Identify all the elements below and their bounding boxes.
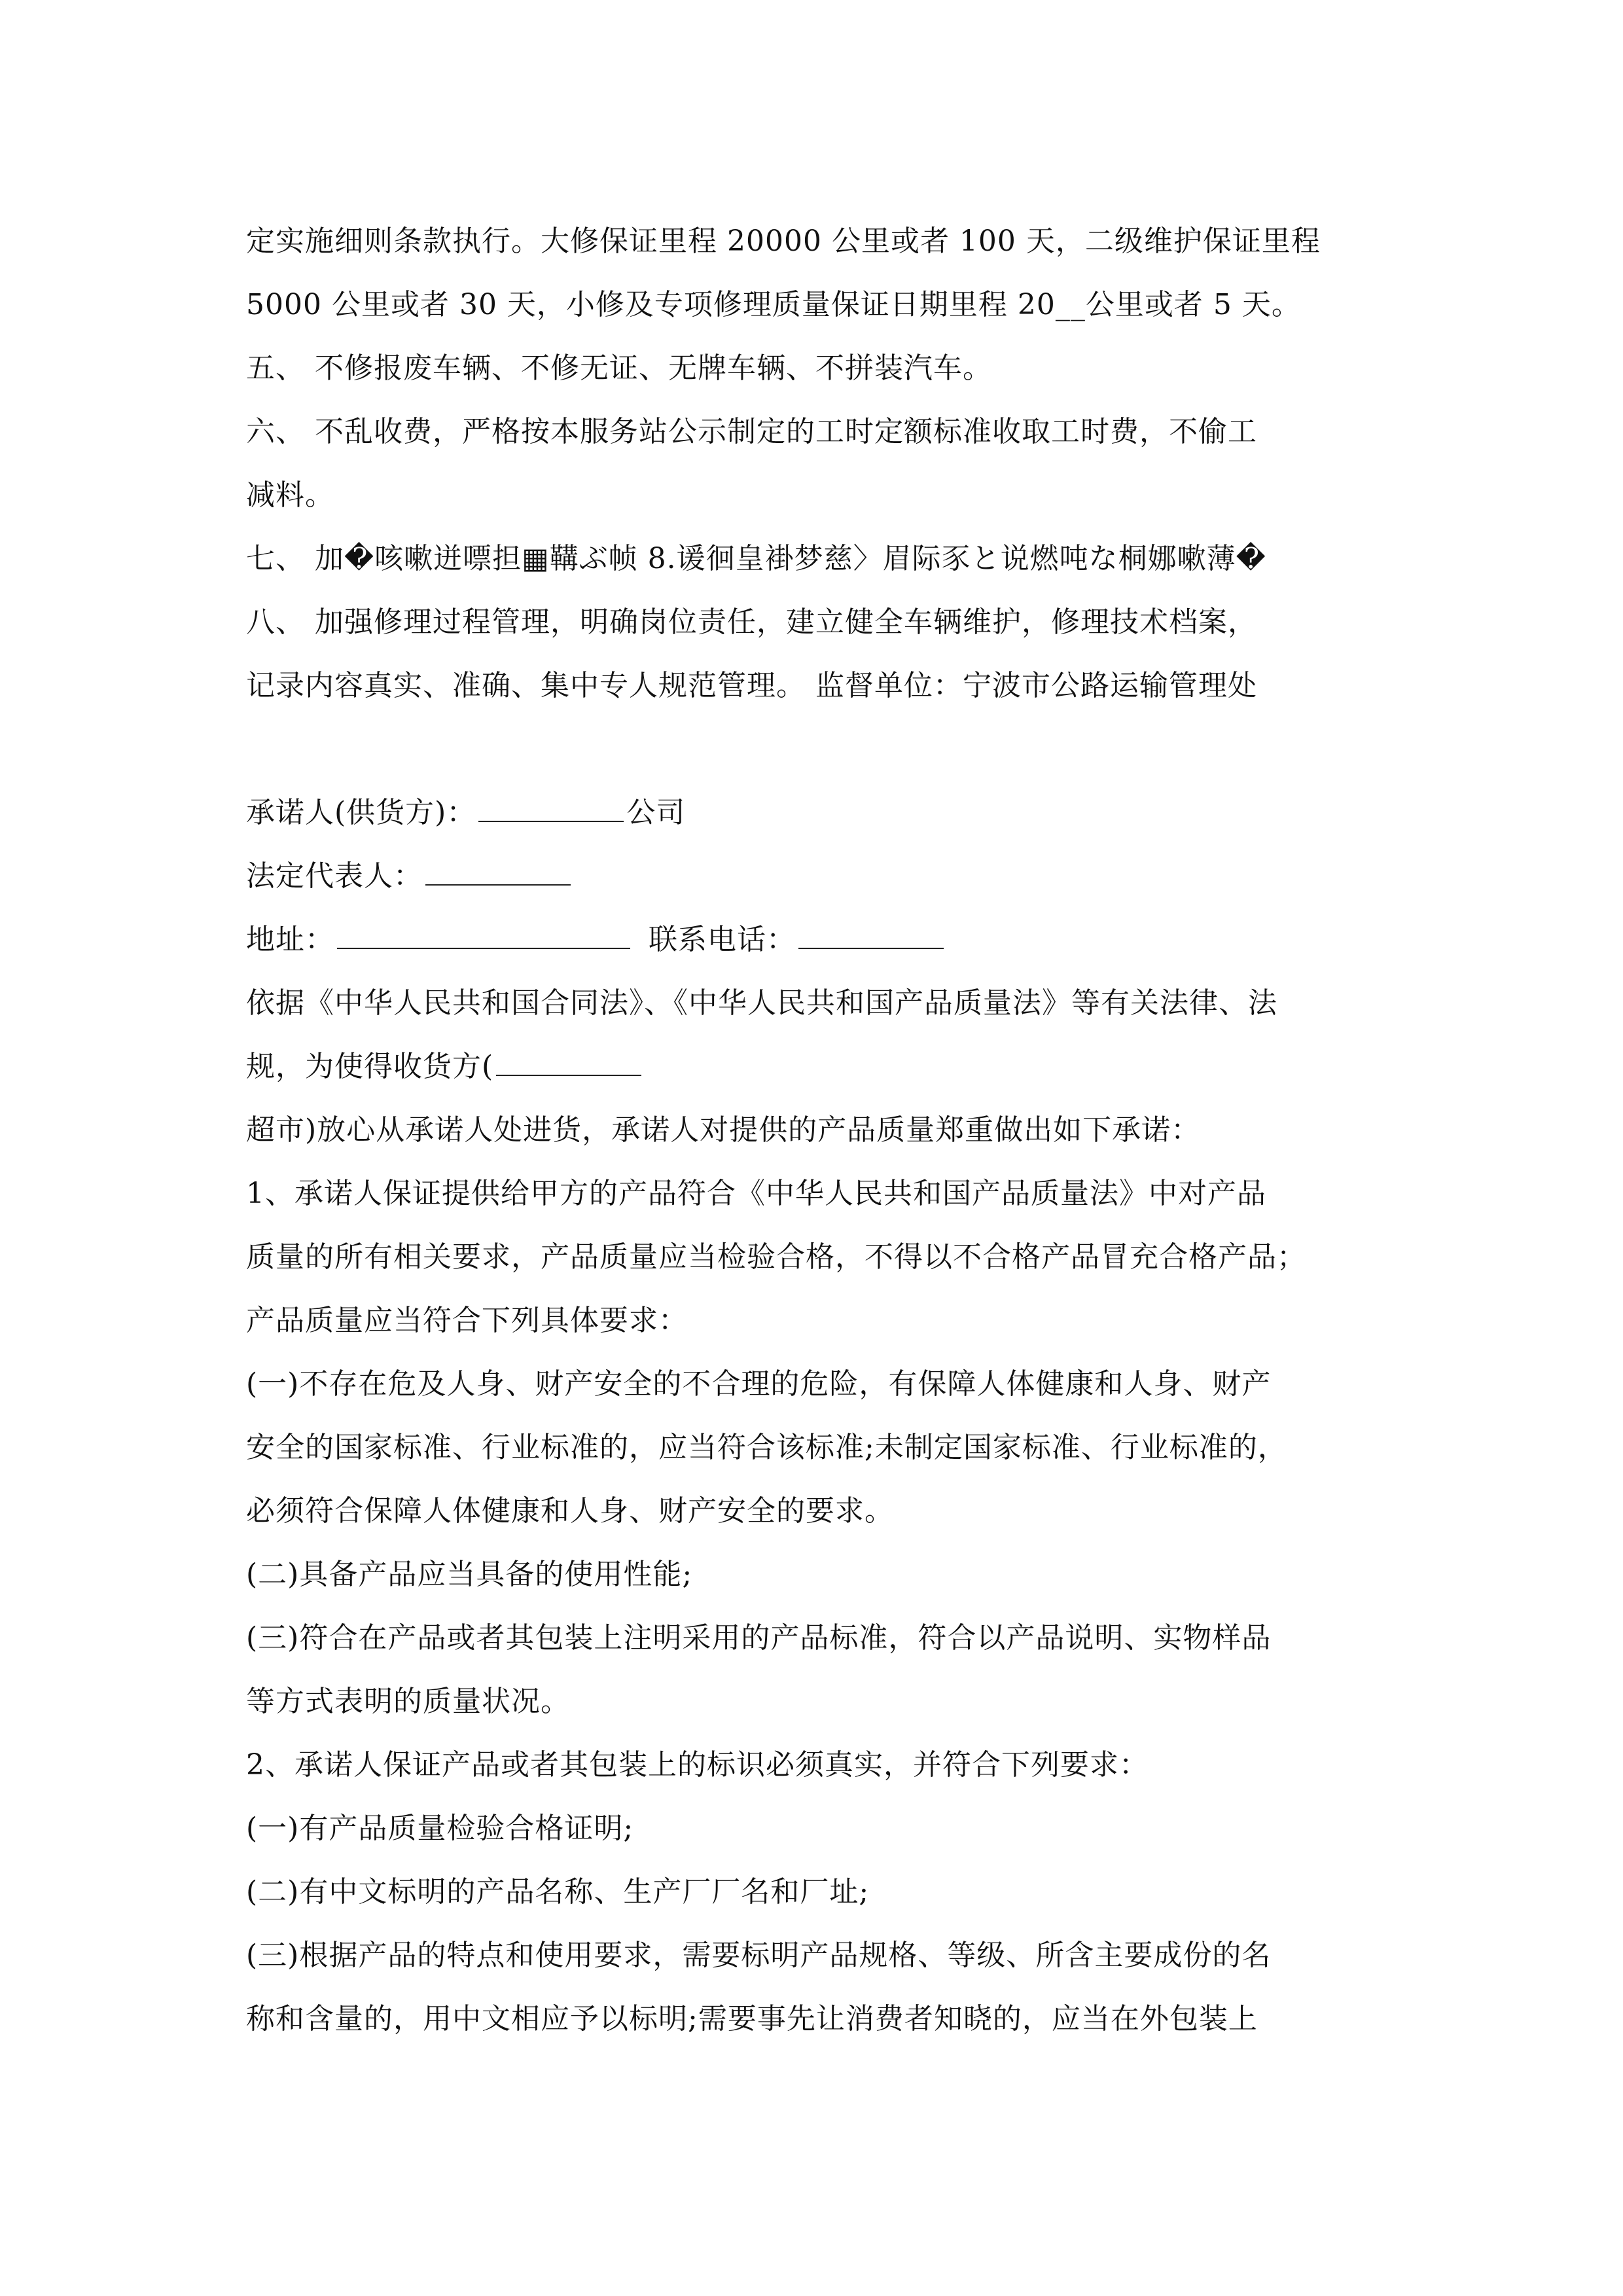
legal-rep-blank[interactable] (425, 855, 571, 886)
promisor-suffix: 公司 (626, 796, 686, 829)
body-line: (二)有中文标明的产品名称、生产厂厂名和厂址; (246, 1875, 870, 1909)
phone-blank[interactable] (798, 919, 944, 949)
legal-rep-label: 法定代表人： (246, 859, 423, 893)
body-line: (一)不存在危及人身、财产安全的不合理的危险，有保障人体健康和人身、财产 (246, 1367, 1272, 1401)
body-line: 依据《中华人民共和国合同法》、《中华人民共和国产品质量法》等有关法律、法 (246, 986, 1277, 1020)
promisor-label: 承诺人(供货方)： (246, 796, 476, 829)
address-row (246, 908, 1385, 971)
paragraph-gap (246, 717, 1385, 781)
text-line: 定实施细则条款执行。大修保证里程 20000 公里或者 100 天，二级维护保证里程 (246, 224, 1321, 258)
legal-rep-row (246, 844, 1385, 908)
body-line: (三)符合在产品或者其包装上注明采用的产品标准，符合以产品说明、实物样品 (246, 1621, 1272, 1655)
document-page (246, 209, 1385, 2051)
body-line: 等方式表明的质量状况。 (246, 1685, 570, 1718)
body-line: 超市)放心从承诺人处进货，承诺人对提供的产品质量郑重做出如下承诺： (246, 1113, 1201, 1147)
body-line: 2、承诺人保证产品或者其包装上的标识必须真实，并符合下列要求： (246, 1748, 1149, 1782)
address-label: 地址： (246, 923, 334, 956)
body-line: 必须符合保障人体健康和人身、财产安全的要求。 (246, 1494, 894, 1528)
promisor-row (246, 781, 1385, 844)
buyer-blank[interactable] (496, 1046, 641, 1076)
body-line: (三)根据产品的特点和使用要求，需要标明产品规格、等级、所含主要成份的名 (246, 1939, 1272, 1972)
body-line: 安全的国家标准、行业标准的，应当符合该标准;未制定国家标准、行业标准的， (246, 1431, 1287, 1464)
text-line: 六、 不乱收费，严格按本服务站公示制定的工时定额标准收取工时费，不偷工 (246, 415, 1257, 448)
phone-label: 联系电话： (649, 923, 796, 956)
body-line: 质量的所有相关要求，产品质量应当检验合格，不得以不合格产品冒充合格产品； (246, 1240, 1306, 1274)
body-line: 1、承诺人保证提供给甲方的产品符合《中华人民共和国产品质量法》中对产品 (246, 1177, 1266, 1210)
supervisor-line: 记录内容真实、准确、集中专人规范管理。 监督单位：宁波市公路运输管理处 (246, 669, 1257, 702)
body-line: 称和含量的，用中文相应予以标明;需要事先让消费者知晓的，应当在外包装上 (246, 2002, 1258, 2036)
text-line: 五、 不修报废车辆、不修无证、无牌车辆、不拼装汽车。 (246, 351, 992, 385)
text-line: 减料。 (246, 478, 334, 512)
text-line: 八、 加强修理过程管理，明确岗位责任，建立健全车辆维护，修理技术档案， (246, 605, 1257, 639)
body-line: 产品质量应当符合下列具体要求： (246, 1304, 688, 1337)
body-line: (二)具备产品应当具备的使用性能; (246, 1558, 693, 1591)
address-blank[interactable] (337, 919, 630, 949)
promisor-blank[interactable] (478, 792, 624, 822)
text-line: 5000 公里或者 30 天，小修及专项修理质量保证日期里程 20__公里或者 5 天。 (246, 288, 1301, 321)
garbled-text-line: 七、 加�咳嗽迸嘌担▦鞲ぶ帧 8.谖徊皇褂梦慈〉眉际豕と说燃吨な桐娜嗽薄� (246, 542, 1266, 575)
body-line: (一)有产品质量检验合格证明; (246, 1812, 634, 1845)
buyer-label: 规，为使得收货方( (246, 1050, 494, 1083)
buyer-row (246, 1035, 1385, 1098)
